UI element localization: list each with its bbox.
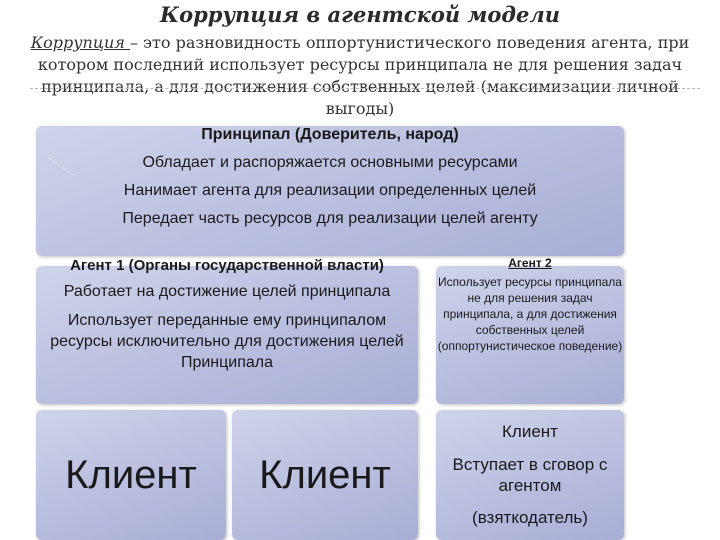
principal-heading: Принципал (Доверитель, народ) xyxy=(201,126,459,143)
client3-line-2: (взяткодатель) xyxy=(472,508,588,527)
definition-body: – это разновидность оппортунистического поведения агента, при котором последний использует ресурсы принципала не для решения задач принципала, а для достижения собственных целей (максимизации личной выгоды) xyxy=(37,33,690,118)
principal-line-3: Передает часть ресурсов для реализации целей агенту xyxy=(122,210,538,227)
agent2-box xyxy=(436,256,624,404)
agent1-line-1: Работает на достижение целей принципала xyxy=(63,283,391,300)
client-label-1: Клиент xyxy=(65,453,197,497)
page-title: Коррупция в агентской модели xyxy=(159,2,561,27)
agent1-box xyxy=(36,257,418,404)
definition-term: Коррупция xyxy=(30,33,130,52)
client-label-3: Клиент xyxy=(502,422,558,441)
agent1-line-2: Использует переданные ему принципалом ресурсы исключительно для достижения целей Принципала xyxy=(50,312,404,371)
client-box-2 xyxy=(232,410,418,540)
client-label-2: Клиент xyxy=(259,453,391,497)
agent2-heading: Агент 2 xyxy=(508,256,552,270)
agent1-heading: Агент 1 (Органы государственной власти) xyxy=(70,257,384,274)
principal-line-2: Нанимает агента для реализации определенных целей xyxy=(123,182,537,199)
principal-line-1: Обладает и распоряжается основными ресурсами xyxy=(142,154,518,171)
client3-line-1: Вступает в сговор с агентом xyxy=(452,455,608,495)
definition-text xyxy=(30,32,690,120)
client-box-1 xyxy=(36,410,226,540)
divider xyxy=(30,88,700,89)
agent2-text: Использует ресурсы принципала не для решения задач принципала, а для достижения собственных целей (оппортунистическое поведение) xyxy=(437,275,623,353)
client-box-3 xyxy=(436,410,624,540)
principal-box xyxy=(36,126,624,256)
